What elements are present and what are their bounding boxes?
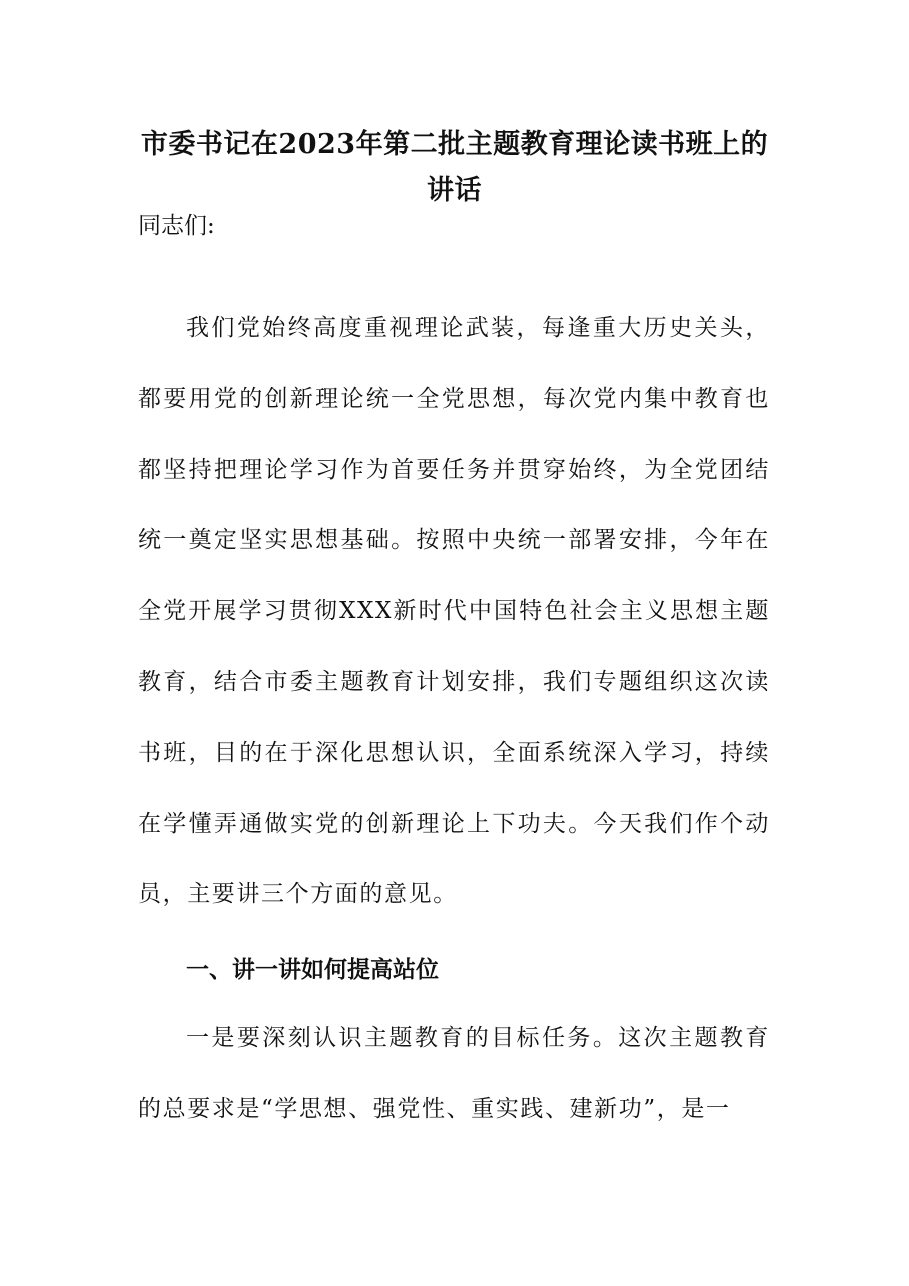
paragraph-intro: 我们党始终高度重视理论武装，每逢重大历史关头，都要用党的创新理论统一全党思想，每次党内集中教育也都坚持把理论学习作为首要任务并贯穿始终，为全党团结统一奠定坚实思想基础。按照中央统一部署安排，今年在全党开展学习贯彻XXX新时代中国特色社会主义思想主题教育，结合市委主题教育计划安排，我们专题组织这次读书班，目的在于深化思想认识，全面系统深入学习，持续在学懂弄通做实党的创新理论上下功夫。今天我们作个动员，主要讲三个方面的意见。 <box>138 315 770 908</box>
document-title: 市委书记在2023年第二批主题教育理论读书班上的讲话 <box>140 129 769 206</box>
salutation: 同志们: <box>138 213 215 239</box>
paragraph-section-one: 一是要深刻认识主题教育的目标任务。这次主题教育的总要求是“学思想、强党性、重实践、建新功”，是一 <box>138 1025 770 1122</box>
section-heading: 一、讲一讲如何提高站位 <box>186 957 439 983</box>
